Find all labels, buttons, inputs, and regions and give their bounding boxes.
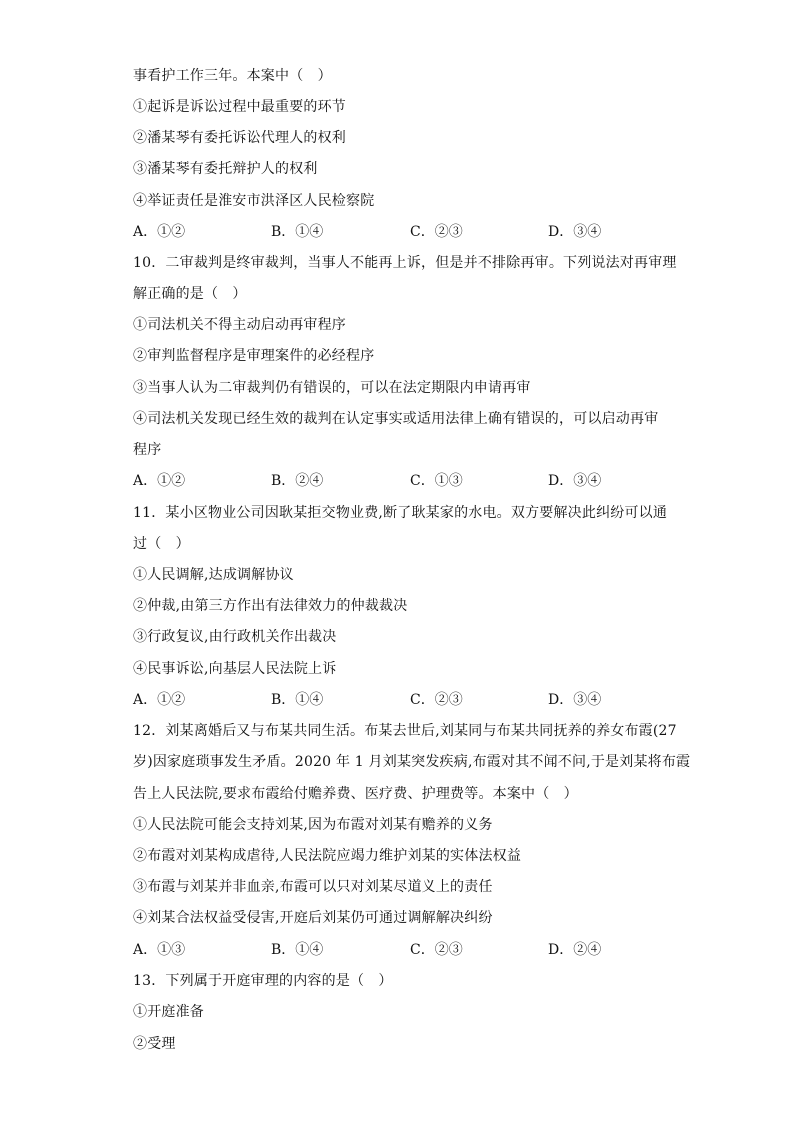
q10-stem-line-1: 10．二审裁判是终审裁判，当事人不能再上诉，但是并不排除再审。下列说法对再审理 bbox=[133, 255, 677, 271]
q9-stem-tail: 事看护工作三年。本案中（ ） bbox=[133, 68, 332, 84]
q11-item-1: ①人民调解,达成调解协议 bbox=[133, 567, 294, 583]
q13-item-2: ②受理 bbox=[133, 1036, 176, 1052]
q11-item-4: ④民事诉讼,向基层人民法院上诉 bbox=[133, 661, 337, 677]
q10-stem-line-2: 解正确的是（ ） bbox=[133, 286, 247, 302]
q10-option-b: B．②④ bbox=[271, 473, 324, 489]
q10-item-3: ③当事人认为二审裁判仍有错误的，可以在法定期限内申请再审 bbox=[133, 380, 531, 396]
q9-item-3: ③潘某琴有委托辩护人的权利 bbox=[133, 161, 318, 177]
q12-item-1: ①人民法院可能会支持刘某,因为布霞对刘某有赡养的义务 bbox=[133, 817, 493, 833]
q13-stem: 13．下列属于开庭审理的内容的是（ ） bbox=[133, 973, 393, 989]
q10-option-d: D．③④ bbox=[548, 473, 602, 489]
q11-item-3: ③行政复议,由行政机关作出裁决 bbox=[133, 629, 337, 645]
q12-option-b: B．①④ bbox=[271, 942, 324, 958]
q9-option-c: C．②③ bbox=[410, 224, 463, 240]
q10-item-1: ①司法机关不得主动启动再审程序 bbox=[133, 317, 346, 333]
q12-option-c: C．②③ bbox=[410, 942, 463, 958]
q9-option-a: A．①② bbox=[133, 224, 186, 240]
q9-option-b: B．①④ bbox=[271, 224, 324, 240]
q11-option-b: B．①④ bbox=[271, 692, 324, 708]
q11-option-a: A．①② bbox=[133, 692, 186, 708]
q12-stem-line-1: 12．刘某离婚后又与布某共同生活。布某去世后,刘某同与布某共同抚养的养女布霞(27 bbox=[133, 723, 677, 739]
q10-option-c: C．①③ bbox=[410, 473, 463, 489]
q12-stem-line-2: 岁)因家庭琐事发生矛盾。2020 年 1 月刘某突发疾病,布霞对其不闻不问,于是刘某将布霞 bbox=[133, 754, 691, 770]
q13-item-1: ①开庭准备 bbox=[133, 1004, 204, 1020]
q12-item-3: ③布霞与刘某并非血亲,布霞可以只对刘某尽道义上的责任 bbox=[133, 879, 493, 895]
q12-option-a: A．①③ bbox=[133, 942, 186, 958]
q10-item-4: ④司法机关发现已经生效的裁判在认定事实或适用法律上确有错误的，可以启动再审 bbox=[133, 411, 659, 427]
q12-stem-line-3: 告上人民法院,要求布霞给付赡养费、医疗费、护理费等。本案中（ ） bbox=[133, 786, 578, 802]
q11-item-2: ②仲裁,由第三方作出有法律效力的仲裁裁决 bbox=[133, 598, 408, 614]
q11-stem-line-2: 过（ ） bbox=[133, 536, 190, 552]
q9-item-2: ②潘某琴有委托诉讼代理人的权利 bbox=[133, 130, 346, 146]
q12-item-4: ④刘某合法权益受侵害,开庭后刘某仍可通过调解解决纠纷 bbox=[133, 910, 493, 926]
q11-stem-line-1: 11．某小区物业公司因耿某拒交物业费,断了耿某家的水电。双方要解决此纠纷可以通 bbox=[133, 505, 668, 521]
q9-item-1: ①起诉是诉讼过程中最重要的环节 bbox=[133, 99, 346, 115]
q9-item-4: ④举证责任是淮安市洪泽区人民检察院 bbox=[133, 193, 375, 209]
q12-option-d: D．②④ bbox=[548, 942, 602, 958]
q10-item-2: ②审判监督程序是审理案件的必经程序 bbox=[133, 348, 375, 364]
q12-item-2: ②布霞对刘某构成虐待,人民法院应竭力维护刘某的实体法权益 bbox=[133, 848, 522, 864]
q10-item-4-continued: 程序 bbox=[133, 442, 162, 458]
q11-option-d: D．③④ bbox=[548, 692, 602, 708]
q9-option-d: D．③④ bbox=[548, 224, 602, 240]
q11-option-c: C．②③ bbox=[410, 692, 463, 708]
q10-option-a: A．①② bbox=[133, 473, 186, 489]
